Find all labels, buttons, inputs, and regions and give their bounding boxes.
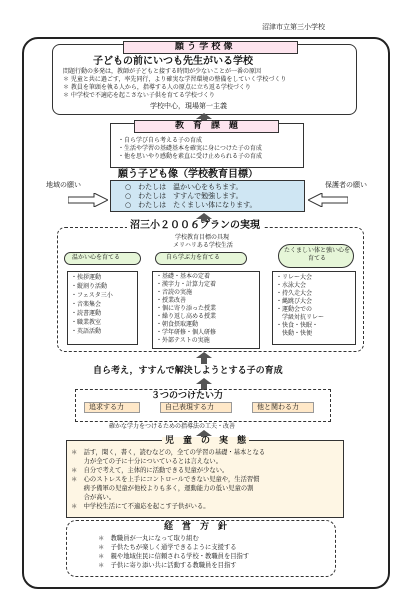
education-goal-line: ・他を思いやり感動を素直に受け止められる子の育成 — [118, 153, 263, 160]
column-item: ・朝食摂取運動 — [156, 321, 199, 328]
policy-line: ＊ 子供たちが楽しく通学できるように支援する — [98, 544, 237, 551]
column-item: ・外部テストの実施 — [156, 337, 210, 344]
power-item: 追求する力 — [89, 403, 124, 411]
parent-wish-label: 保護者の願い — [325, 181, 367, 189]
child-image-line: ○ わたしは すすんで勉強します。 — [125, 192, 243, 200]
column-header-label: たくましい体と強い心を育てる — [284, 247, 351, 263]
arrow-left-icon — [308, 193, 348, 207]
column-item: ・持久走大会 — [276, 290, 313, 297]
child-image-title: 願う子ども像（学校教育目標） — [118, 169, 258, 180]
column-item: ・挨拶運動 — [71, 274, 102, 281]
column-item: ・音読の実施 — [156, 289, 193, 296]
child-image-line: ○ わたしは たくましい体になります。 — [125, 201, 257, 209]
plan-subtitle: 学校教育目標の具現 — [175, 234, 230, 241]
student-status-line: 合が高い。 — [71, 494, 116, 501]
student-status-line: ＊ 中学校生活にて不適応を起こす子供がいる。 — [71, 503, 210, 510]
problem-solving-goal: 自ら考え，すすんで解決しようとする子の育成 — [93, 366, 283, 376]
column-item: ・読書運動 — [71, 310, 102, 317]
column-item: 快動・快便 — [276, 330, 313, 337]
column-header-label: 温かい心を育てる — [72, 254, 121, 261]
column-item: ・基礎・基本の定着 — [156, 273, 211, 280]
column-item: ・個に寄り添った授業 — [156, 305, 217, 312]
education-goal-line: ・自ら学び自ら考える子の育成 — [118, 137, 203, 144]
vision-headline: 子どもの前にいつも先生がいる学校 — [93, 56, 253, 67]
column-item: ・運動会での — [276, 306, 313, 313]
school-name: 沼津市立第三小学校 — [262, 23, 325, 31]
plan-title: 沼三小２００６プランの実現 — [127, 221, 263, 231]
student-status-line: ＊ 心のストレスを上手にコントロールできない児童や，生活習慣 — [71, 476, 260, 483]
arrow-up-icon — [196, 352, 212, 364]
column-item: ・水泳大会 — [276, 282, 307, 289]
column-item: ・フェスタ三小 — [71, 292, 113, 299]
policy-line: ＊ 親や地域住民に信頼される学校・教職員を目指す — [98, 553, 250, 560]
column-item: ・縦割り活動 — [71, 283, 108, 290]
education-goal-line: ・生活や学習の基礎基本を確実に身につけた子の育成 — [118, 145, 262, 152]
column-header-label: 自ら学ぶ力を育てる — [166, 254, 221, 261]
vision-line: 問題行動の多発は，教師が子どもと接する時間が少ないことが一番の原因 — [63, 68, 262, 75]
column-item: ・職業教室 — [71, 319, 102, 326]
policy-line: ＊ 教職員が一丸になって取り組む — [98, 535, 199, 542]
column-item: ・漢字力・計算力定着 — [156, 281, 217, 288]
vision-line: ＊ 中学校で不適応を起こさない子供を育てる学校づくり — [63, 92, 215, 99]
community-wish-label: 地域の願い — [46, 181, 81, 189]
column-item: ・快食・快眠・ — [276, 322, 319, 329]
student-status-title: 児 童 の 実 態 — [162, 437, 249, 446]
power-item: 他と関わる力 — [257, 403, 299, 411]
vision-footer: 学校中心，現場第一主義 — [150, 102, 227, 110]
education-goal-title: 教 育 課 題 — [175, 121, 239, 131]
column-item: ・繰り返し高める授業 — [156, 313, 217, 320]
vision-line: ＊ 児童と共に過ごす，率先同行，より確実な学習環境の整備をしていく学校づくり — [63, 76, 287, 83]
column-item: ・学年研修・個人研修 — [156, 329, 217, 336]
column-item: 学級対抗リレー — [276, 314, 325, 321]
child-image-line: ○ わたしは 温かい心をもちます。 — [125, 183, 243, 191]
arrow-right-icon — [68, 193, 108, 207]
vision-line: ＊ 教員を筆頭を執る人から，指導する人の原点に立ち返る学校づくり — [63, 84, 251, 91]
column-item: ・授業改善 — [156, 297, 187, 304]
vision-title: 願 う 学 校 像 — [175, 42, 233, 52]
student-status-line: 病予備軍の児童が他校よりも多く，運動能力の低い児童の割 — [71, 485, 254, 492]
column-item: ・縄跳び大会 — [276, 298, 313, 305]
column-item: ・音楽集会 — [71, 301, 102, 308]
policy-title: 経 営 方 針 — [164, 522, 228, 532]
student-status-line: 力が全ての子に十分についているとは言えない。 — [71, 458, 222, 465]
student-status-line: ＊ 自分で考えて，主体的に活動できる児童が少ない。 — [71, 467, 229, 474]
three-powers-title: ３つのつけたい力 — [151, 391, 224, 401]
power-item: 自己表現する力 — [165, 403, 214, 411]
column-item: ・リレー大会 — [276, 274, 313, 281]
column-item: ・英語活動 — [71, 328, 102, 335]
student-status-line: ＊ 話す，聞く，書く，読むなどの，全ての学習の基礎・基本となる — [71, 449, 266, 456]
three-powers-note: 確かな学力をつけるための指導法の工夫・改善 — [106, 424, 238, 430]
policy-line: ＊ 子供に寄り添い共に活動する教職員を目指す — [98, 562, 237, 569]
plan-subtitle: メリハリある学校生活 — [173, 242, 233, 249]
